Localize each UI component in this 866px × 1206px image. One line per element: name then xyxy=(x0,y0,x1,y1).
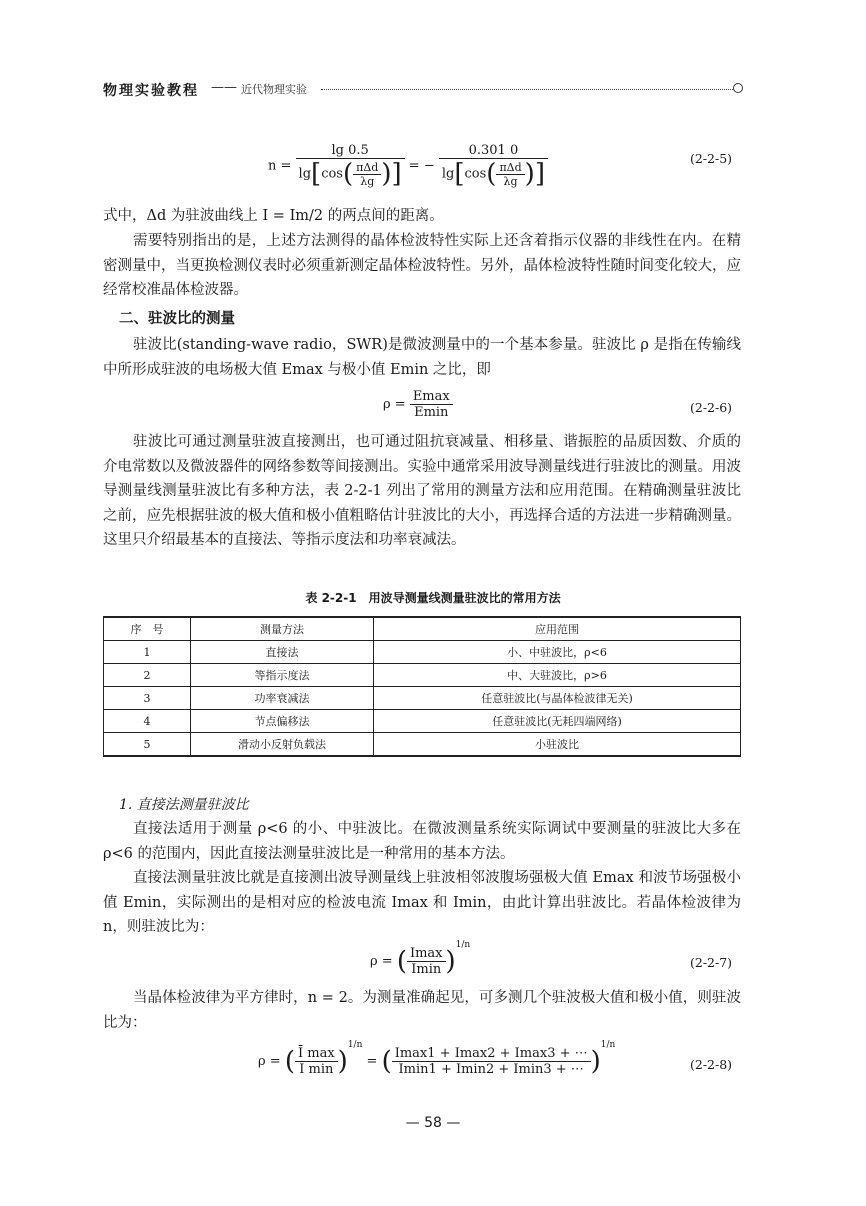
header-circle-ornament xyxy=(733,83,743,93)
table-caption: 表 2-2-1 用波导测量线测量驻波比的常用方法 xyxy=(305,591,561,605)
equation-2-2-5 xyxy=(268,143,548,189)
eq8-den2: Imin1 + Imin2 + Imin3 + ⋯ xyxy=(392,1061,591,1077)
eq6-lhs: ρ = xyxy=(383,397,406,412)
eq5-den1-inner-den: λg xyxy=(353,174,381,188)
eq8-exponent-1: 1/n xyxy=(347,1040,363,1050)
eq5-num1: lg 0.5 xyxy=(331,143,369,158)
para-measurement-methods: 驻波比可通过测量驻波直接测出，也可通过阻抗衰减量、相移量、谐振腔的品质因数、介质的介电常数以及微波器件的网络参数等间接测出。实验中通常采用波导测量线进行驻波比的测量。用波导测量线测量驻波比有多种方法，表 2-2-1 列出了常用的测量方法和应用范围。在精确测量驻波比之前，应先根据驻波的极大值和极小值粗略估计驻波比的大小，再选择合适的方法进一步精确测量。这里只介绍最基本的直接法、等指示度法和功率衰减法。 xyxy=(103,434,741,548)
cell-index: 1 xyxy=(104,641,191,664)
equation-number-2-2-5: (2-2-5) xyxy=(690,151,733,166)
cell-range: 中、大驻波比，ρ>6 xyxy=(374,664,741,687)
cell-range: 任意驻波比(与晶体检波律无关) xyxy=(374,687,741,710)
chapter-subtitle: 近代物理实验 xyxy=(241,83,307,96)
cell-index: 2 xyxy=(104,664,191,687)
table-header-row xyxy=(104,617,741,641)
eq7-num: Imax xyxy=(409,946,443,961)
header-method: 测量方法 xyxy=(191,617,374,641)
cell-method: 功率衰减法 xyxy=(191,687,374,710)
para-square-law: 当晶体检波律为平方律时，n = 2。为测量准确起见，可多测几个驻波极大值和极小值，则驻波比为： xyxy=(103,990,741,1031)
eq5-lhs: n = xyxy=(268,158,292,174)
eq8-num2: Imax1 + Imax2 + Imax3 + ⋯ xyxy=(394,1046,588,1061)
header-leader-dots xyxy=(321,89,733,90)
cell-index: 4 xyxy=(104,710,191,733)
eq5-den1: lg[cos( $\frac{\text{πΔd}}{\lambda g}$ )] xyxy=(296,158,405,189)
eq6-den: Emin xyxy=(410,404,453,420)
equation-2-2-7: ρ = ( $\frac{Imax}{Imin}$ )$^{1/n}$ xyxy=(370,940,471,977)
equation-number-2-2-6: (2-2-6) xyxy=(690,400,733,415)
cell-index: 5 xyxy=(104,733,191,757)
cell-range: 任意驻波比(无耗四端网络) xyxy=(374,710,741,733)
table-row xyxy=(104,733,741,757)
equation-number-2-2-8: (2-2-8) xyxy=(690,1057,733,1072)
eq5-den2-lg: lg xyxy=(441,166,455,182)
cell-method: 直接法 xyxy=(191,641,374,664)
eq5-den2: lg[cos( $\frac{\text{πΔd}}{\lambda g}$ )] xyxy=(439,158,548,189)
eq8-exponent-2: 1/n xyxy=(600,1040,616,1050)
header-range: 应用范围 xyxy=(374,617,741,641)
header-index: 序 号 xyxy=(104,617,191,641)
subsection-title-direct: 1. 直接法测量驻波比 xyxy=(119,797,249,813)
para-delta-d: 式中，Δd 为驻波曲线上 I = Im/2 的两点间的距离。 xyxy=(103,208,444,224)
eq5-den2-inner-num: πΔd xyxy=(499,160,522,174)
eq5-fraction-1 xyxy=(296,143,405,189)
cell-method: 滑动小反射负载法 xyxy=(191,733,374,757)
eq7-exponent: 1/n xyxy=(455,940,471,950)
eq8-lhs: ρ = xyxy=(258,1054,281,1069)
equation-number-2-2-7: (2-2-7) xyxy=(690,955,733,970)
para-nonlinear: 需要特别指出的是，上述方法测得的晶体检波特性实际上还含着指示仪器的非线性在内。在精密测量中，当更换检测仪表时必须重新测定晶体检波特性。另外，晶体检波特性随时间变化较大，应经常校准晶体检波器。 xyxy=(103,233,741,298)
eq5-den1-lg: lg xyxy=(298,166,312,182)
cell-index: 3 xyxy=(104,687,191,710)
para-direct-method-1: 直接法适用于测量 ρ<6 的小、中驻波比。在微波测量系统实际调试中要测量的驻波比大多在 ρ<6 的范围内，因此直接法测量驻波比是一种常用的基本方法。 xyxy=(103,821,741,862)
cell-range: 小、中驻波比，ρ<6 xyxy=(374,641,741,664)
equation-2-2-8: ρ = ( $\frac{\text{Ī max}}{\text{Ī min}}$ )$^{1/n}$ = ( $\frac{Imax1 + Imax2 + Imax3 + \cdots}{Imin1 + Imin2 + Imin3 + \cdots}$ )$^{1/n}$ xyxy=(258,1040,616,1077)
cell-method: 节点偏移法 xyxy=(191,710,374,733)
eq8-num1: Ī max xyxy=(297,1046,335,1061)
para-swr-definition: 驻波比(standing-wave radio，SWR)是微波测量中的一个基本参量。驻波比 ρ 是指在传输线中所形成驻波的电场极大值 Emax 与极小值 Emin 之比，即 xyxy=(103,337,741,378)
eq5-fraction-2 xyxy=(439,143,548,189)
eq8-equals: = xyxy=(366,1054,378,1069)
eq7-lhs: ρ = xyxy=(370,954,393,969)
eq5-den2-cos: cos xyxy=(464,166,487,182)
eq5-den1-inner-num: πΔd xyxy=(356,160,379,174)
header-dash: —— xyxy=(211,80,237,95)
eq6-num: Emax xyxy=(412,389,450,404)
eq8-den1: Ī min xyxy=(295,1061,338,1077)
cell-range: 小驻波比 xyxy=(374,733,741,757)
eq5-middle: = − xyxy=(408,158,435,174)
table-row xyxy=(104,664,741,687)
table-row xyxy=(104,710,741,733)
running-header xyxy=(103,80,743,100)
equation-2-2-6 xyxy=(383,389,453,420)
cell-method: 等指示度法 xyxy=(191,664,374,687)
eq5-num2: 0.301 0 xyxy=(468,143,519,158)
page-number: — 58 — xyxy=(405,1115,461,1131)
book-title: 物理实验教程 xyxy=(103,83,199,99)
eq7-den: Imin xyxy=(407,961,446,977)
section-title-swr: 二、驻波比的测量 xyxy=(119,311,235,327)
para-direct-method-2: 直接法测量驻波比就是直接测出波导测量线上驻波相邻波腹场强极大值 Emax 和波节场强极小值 Emin，实际测出的是相对应的检波电流 Imax 和 Imin，由此计算出驻波比。若晶体检波律为 n，则驻波比为： xyxy=(103,870,741,935)
methods-table xyxy=(103,616,741,757)
eq5-den2-inner-den: λg xyxy=(496,174,524,188)
table-row xyxy=(104,641,741,664)
eq5-den1-cos: cos xyxy=(321,166,343,182)
table-row xyxy=(104,687,741,710)
